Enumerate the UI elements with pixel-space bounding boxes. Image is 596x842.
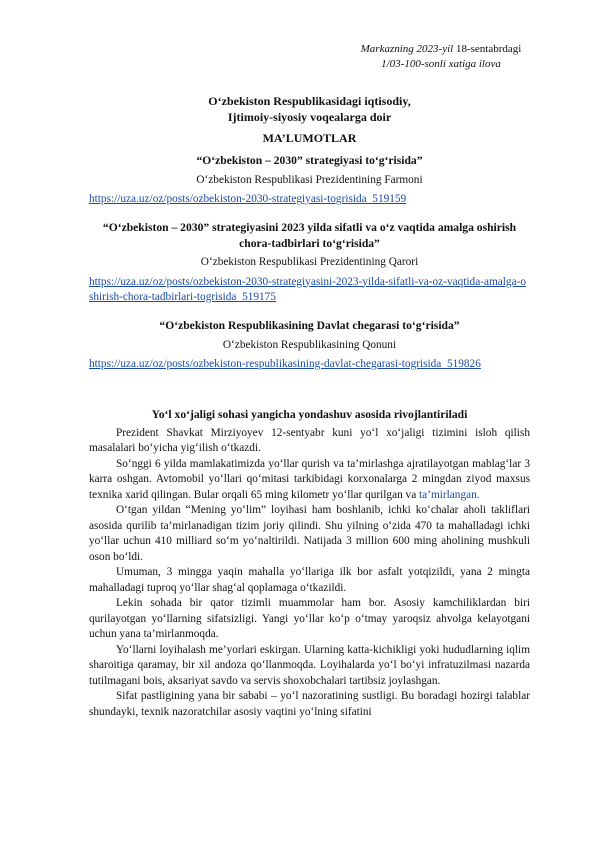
item-link[interactable]: https://uza.uz/oz/posts/ozbekiston-respublikasining-davlat-chegarasi-togrisida_519826 xyxy=(89,358,481,370)
article-paragraph: Umuman, 3 mingga yaqin mahalla yo‘llariga ilk bor asfalt yotqizildi, yana 2 mingta mahalladagi tuproq yo‘llar shag‘al qoplamaga o‘tkazildi. xyxy=(89,566,530,594)
article-paragraph: O‘tgan yildan “Mening yo‘lim” loyihasi ham boshlanib, ichki ko‘chalar aholi takliflari asosida qurilib ta’mirlanadigan tizim joriy qilindi. Shu yilning o‘zida 470 ta mahalladagi ichki yo‘llar uchun 410 milliard so‘m yo‘naltirildi. Natijada 3 million 600 ming aholining mushkuli oson bo‘ldi. xyxy=(89,504,530,563)
paragraph-text: So‘nggi 6 yilda mamlakatimizda yo‘llar qurish va ta’mirlashga ajratilayotgan mablag‘lar 3 karra oshgan. Avtomobil yo‘llari qo‘mitasi tarkibidagi korxonalarga 2 mingdan ziyod maxsus texnika xarid qilingan. Bular orqali 65 ming kilometr yo‘llar qurilgan va xyxy=(89,457,530,501)
item-heading: “O‘zbekiston Respublikasining Davlat chegarasi to‘g‘risida” xyxy=(159,319,460,332)
article-paragraph: Yo‘llarni loyihalash me’yorlari eskirgan. Ularning katta-kichikligi yoki hududlarning iqlim sharoitiga qaramay, bir xil andoza qo‘llanmoqda. Loyihalarda yo‘l bo‘yi infratuzilmasi nazarda tutilmagani bois, aksariyat savdo va servis shoxobchalari tartibsiz joylashgan. xyxy=(89,643,530,687)
document-header-note xyxy=(336,42,546,72)
article-paragraph xyxy=(89,457,530,504)
article-paragraph: Lekin sohada bir qator tizimli muammolar ham bor. Asosiy kamchiliklardan biri qurilayotgan yo‘llarning sifatsizligi. Yangi yo‘llar ko‘p o‘tmay yaroqsiz ahvolga kelayotgani uchun yana ta’mirlanmoqda. xyxy=(89,597,530,640)
article-heading: Yo‘l xo‘jaligi sohasi yangicha yondashuv asosida rivojlantiriladi xyxy=(151,408,468,421)
item-heading: “O‘zbekiston – 2030” strategiyasi to‘g‘risida” xyxy=(196,154,423,167)
document-title xyxy=(89,93,530,146)
document-item-3 xyxy=(89,318,530,373)
header-line-1-rest: 18-sentabrdagi xyxy=(453,43,522,55)
paragraph-link-text[interactable]: ta’mirlangan. xyxy=(419,488,480,501)
item-source: O‘zbekiston Respublikasi Prezidentining Farmoni xyxy=(196,173,423,186)
title-line-1: O‘zbekiston Respublikasidagi iqtisodiy, xyxy=(208,94,411,108)
article-paragraph: Sifat pastligining yana bir sababi – yo‘l nazoratining sustligi. Bu boradagi hozirgi talablar shundayki, texnik nazoratchilar asosiy vaqtini yo‘lning sifatini xyxy=(89,690,530,718)
article-paragraph: Prezident Shavkat Mirziyoyev 12-sentyabr kuni yo‘l xo‘jaligi tizimini isloh qilish masalalari bo‘yicha yig‘ilish o‘tkazdi. xyxy=(89,426,530,454)
header-line-2: 1/03-100-sonli xatiga ilova xyxy=(381,58,501,70)
title-line-3: MA’LUMOTLAR xyxy=(262,131,357,145)
item-heading: “O‘zbekiston – 2030” strategiyasini 2023 yilda sifatli va o‘z vaqtida amalga oshirish chora-tadbirlari to‘g‘risida” xyxy=(102,221,517,250)
item-source: O‘zbekiston Respublikasi Prezidentining Qarori xyxy=(200,256,419,268)
header-line-1-italic: Markazning 2023-yil xyxy=(360,43,454,55)
header-line-1 xyxy=(336,42,546,57)
item-source: O‘zbekiston Respublikasining Qonuni xyxy=(222,338,397,351)
document-item-2 xyxy=(89,220,530,306)
title-line-2: Ijtimoiy-siyosiy voqealarga doir xyxy=(227,110,392,124)
document-item-1 xyxy=(89,153,530,208)
item-link[interactable]: https://uza.uz/oz/posts/ozbekiston-2030-strategiyasi-togrisida_519159 xyxy=(89,193,407,205)
item-link[interactable]: https://uza.uz/oz/posts/ozbekiston-2030-strategiyasini-2023-yilda-sifatli-va-oz-vaqtida-amalga-oshirish-chora-tadbirlari-togrisida_519175 xyxy=(89,275,526,303)
article xyxy=(89,407,530,720)
